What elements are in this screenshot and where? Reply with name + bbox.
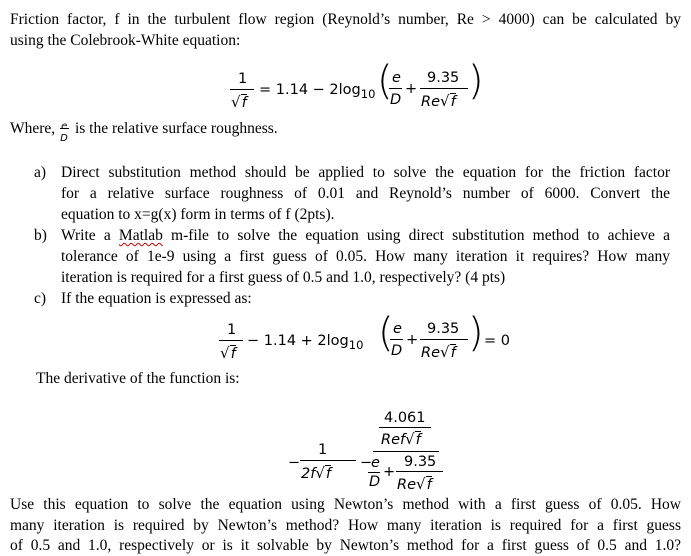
eq2-rhs: = 0	[484, 333, 510, 349]
eq1-e: e	[392, 70, 401, 86]
eq2-denominator: √f	[220, 344, 236, 362]
item-c-label: c)	[34, 290, 47, 307]
item-a-label: a)	[34, 164, 47, 181]
eq2-numerator: 1	[227, 322, 237, 338]
eq3-re-sqrt-f: Re√f	[397, 475, 432, 493]
eq3-den1: 2f√f	[301, 464, 332, 482]
final-line-1: Use this equation to solve the equation using Newton’s method with a first guess of 0.05. How	[10, 496, 681, 513]
item-b-line-3: iteration is required for a first guess of 0.5 and 1.0, respectively? (4 pts)	[61, 269, 506, 286]
eq3-num1: 1	[318, 442, 328, 458]
eq2-plus: +	[406, 332, 419, 348]
eq3-minus2: −	[360, 455, 373, 471]
eq1-D: D	[390, 92, 402, 108]
eq1-re-sqrt-f: Re√f	[421, 92, 456, 110]
eq3-e: e	[371, 455, 380, 471]
item-a-line-3: equation to x=g(x) form in terms of f (2pts).	[61, 206, 335, 223]
colebrook-equation: 1 √f = $1.14 - 2\log_{10}$ ( e D + 9.35 Re√f )	[231, 58, 484, 111]
final-line-2: many iteration is required by Newton’s method? How many iteration is required for a first guess	[10, 517, 681, 534]
final-line-3: of 0.5 and 1.0, respectively or is it solvable by Newton’s method for a first guess of 0.5 and 1.0?	[10, 537, 681, 554]
eq1-935: 9.35	[427, 70, 460, 86]
eq3-plus: +	[383, 464, 396, 480]
where-line: Where, e D is the relative surface roughness.	[10, 120, 278, 144]
eq3-935: 9.35	[404, 454, 437, 470]
intro-line-2: using the Colebrook-White equation:	[10, 32, 241, 49]
eq1-denominator: √f	[231, 93, 247, 111]
item-a-line-2: for a relative surface roughness of 0.01 and Reynold’s number of 6000. Convert the	[61, 185, 670, 202]
intro-line-1: Friction factor, f in the turbulent flow region (Reynold’s number, Re > 4000) can be calculated by	[10, 11, 681, 28]
item-b-label: b)	[34, 227, 47, 244]
eq3-top-den: Ref√f	[381, 430, 421, 448]
eq3-top-num: 4.061	[384, 410, 426, 426]
item-c-line-1: If the equation is expressed as:	[61, 290, 252, 307]
eq1-rhs: = $1.14 - 2\log_{10}$	[259, 82, 376, 101]
function-equation: 1 √f − $1.14 + 2\log_{10}$ ( e D + 9.35 Re√f ) = 0	[220, 310, 510, 362]
eq2-mid: − $1.14 + 2\log_{10}$	[247, 333, 364, 352]
item-b-line-1: Write a Matlab m-file to solve the equation using direct substitution method to achieve a	[61, 227, 670, 244]
eq1-numerator: 1	[238, 71, 248, 87]
eq3-D: D	[369, 474, 381, 490]
eq2-935: 9.35	[427, 321, 460, 337]
eq2-re-sqrt-f: Re√f	[421, 343, 456, 361]
item-b-line-2: tolerance of 1e-9 using a first guess of 0.05. How many iteration it requires? How many	[61, 248, 670, 265]
eq2-e: e	[393, 321, 402, 337]
eq3-minus: −	[288, 455, 301, 471]
derivative-text: The derivative of the function is:	[36, 370, 240, 387]
eq2-D: D	[391, 343, 403, 359]
item-a-line-1: Direct substitution method should be applied to solve the equation for the friction factor	[61, 164, 670, 181]
eq1-plus: +	[405, 81, 418, 97]
